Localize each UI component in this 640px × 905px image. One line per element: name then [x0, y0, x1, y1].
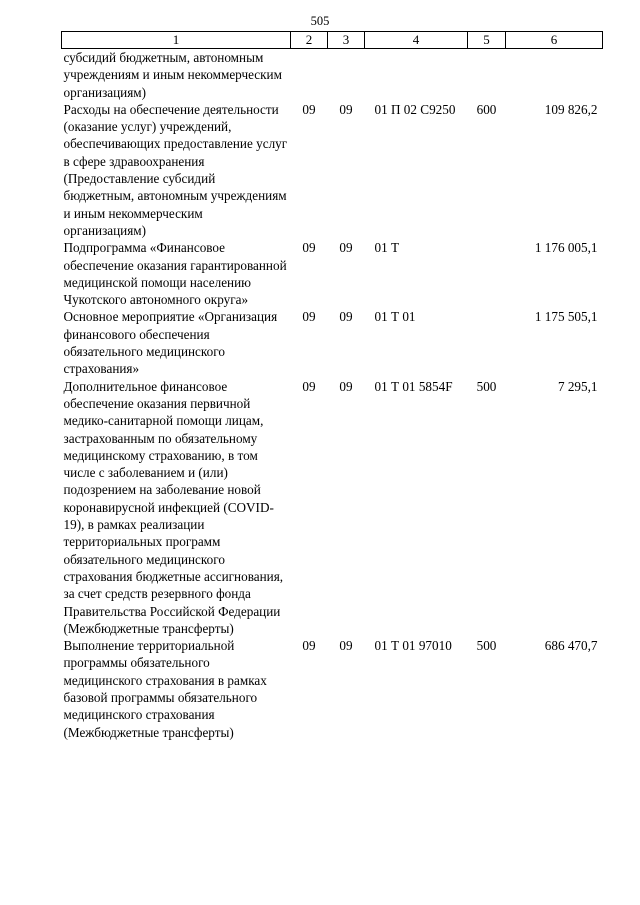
row-target-article: 01 П 02 С9250 — [374, 101, 456, 117]
row-subsection: 09 — [339, 378, 353, 394]
row-name: субсидий бюджетным, автономным учреждениям и иным некоммерческим организациям) — [63, 50, 282, 100]
row-name: Расходы на обеспечение деятельности (оказание услуг) учреждений, обеспечивающих предоставление услуг в сфере здравоохранения (Предоставление субсидий бюджетным, автономным учреждениям и иным некоммерческим организациям) — [63, 101, 288, 238]
header-row — [62, 32, 603, 49]
row-subsection: 09 — [339, 309, 353, 325]
header-col-3: 3 — [328, 32, 365, 49]
row-subsection: 09 — [339, 638, 353, 654]
row-target-article: 01 Т 01 — [374, 309, 416, 325]
table-header — [62, 32, 603, 49]
row-amount — [506, 49, 603, 101]
row-target-article: 01 Т 01 5854F — [374, 378, 453, 394]
row-name: Выполнение территориальной программы обязательного медицинского страхования в рамках базовой программы обязательного медицинского страхования (Межбюджетные трансферты) — [63, 638, 267, 740]
row-name: Основное мероприятие «Организация финансового обеспечения обязательного медицинского страхования» — [63, 309, 278, 377]
header-col-1: 1 — [62, 32, 291, 49]
row-expense-type — [468, 49, 506, 101]
row-target-article: 01 Т 01 97010 — [374, 638, 452, 654]
row-section — [291, 49, 328, 101]
row-section: 09 — [302, 101, 316, 117]
row-section: 09 — [302, 240, 316, 256]
row-expense-type — [468, 239, 506, 308]
row-subsection: 09 — [339, 240, 353, 256]
row-name: Подпрограмма «Финансовое обеспечение оказания гарантированной медицинской помощи населению Чукотского автономного округа» — [63, 240, 287, 308]
header-col-4: 4 — [365, 32, 468, 49]
row-name: Дополнительное финансовое обеспечение оказания первичной медико-санитарной помощи лицам, застрахованным по обязательному медицинскому страхованию, в том числе с заболеванием и (или) подозрением на заболевание новой коронавирусной инфекцией (COVID-19), в рамках реализации территориальных программ обязательного медицинского страхования бюджетные ассигнования, за счет средств резервного фонда Правительства Российской Федерации (Межбюджетные трансферты) — [63, 378, 284, 636]
row-amount: 1 175 505,1 — [534, 309, 598, 325]
row-subsection — [328, 49, 365, 101]
row-target-article — [365, 49, 468, 101]
table-body — [62, 49, 603, 741]
table-row — [62, 239, 603, 308]
row-subsection: 09 — [339, 101, 353, 117]
row-expense-type: 600 — [476, 101, 497, 117]
page-number: 505 — [310, 14, 330, 28]
row-section: 09 — [302, 638, 316, 654]
table-row — [62, 101, 603, 239]
row-amount: 1 176 005,1 — [534, 240, 598, 256]
row-expense-type: 500 — [476, 638, 497, 654]
budget-table — [61, 31, 603, 741]
row-amount: 7 295,1 — [557, 378, 598, 394]
table-row — [62, 49, 603, 101]
row-expense-type: 500 — [476, 378, 497, 394]
header-col-6: 6 — [506, 32, 603, 49]
table-row — [62, 308, 603, 377]
header-col-2: 2 — [291, 32, 328, 49]
row-section: 09 — [302, 378, 316, 394]
row-amount: 109 826,2 — [544, 101, 598, 117]
header-col-5: 5 — [468, 32, 506, 49]
row-expense-type — [468, 308, 506, 377]
row-section: 09 — [302, 309, 316, 325]
table-row — [62, 637, 603, 741]
table-row — [62, 378, 603, 637]
row-amount: 686 470,7 — [544, 638, 598, 654]
row-target-article: 01 Т — [374, 240, 400, 256]
